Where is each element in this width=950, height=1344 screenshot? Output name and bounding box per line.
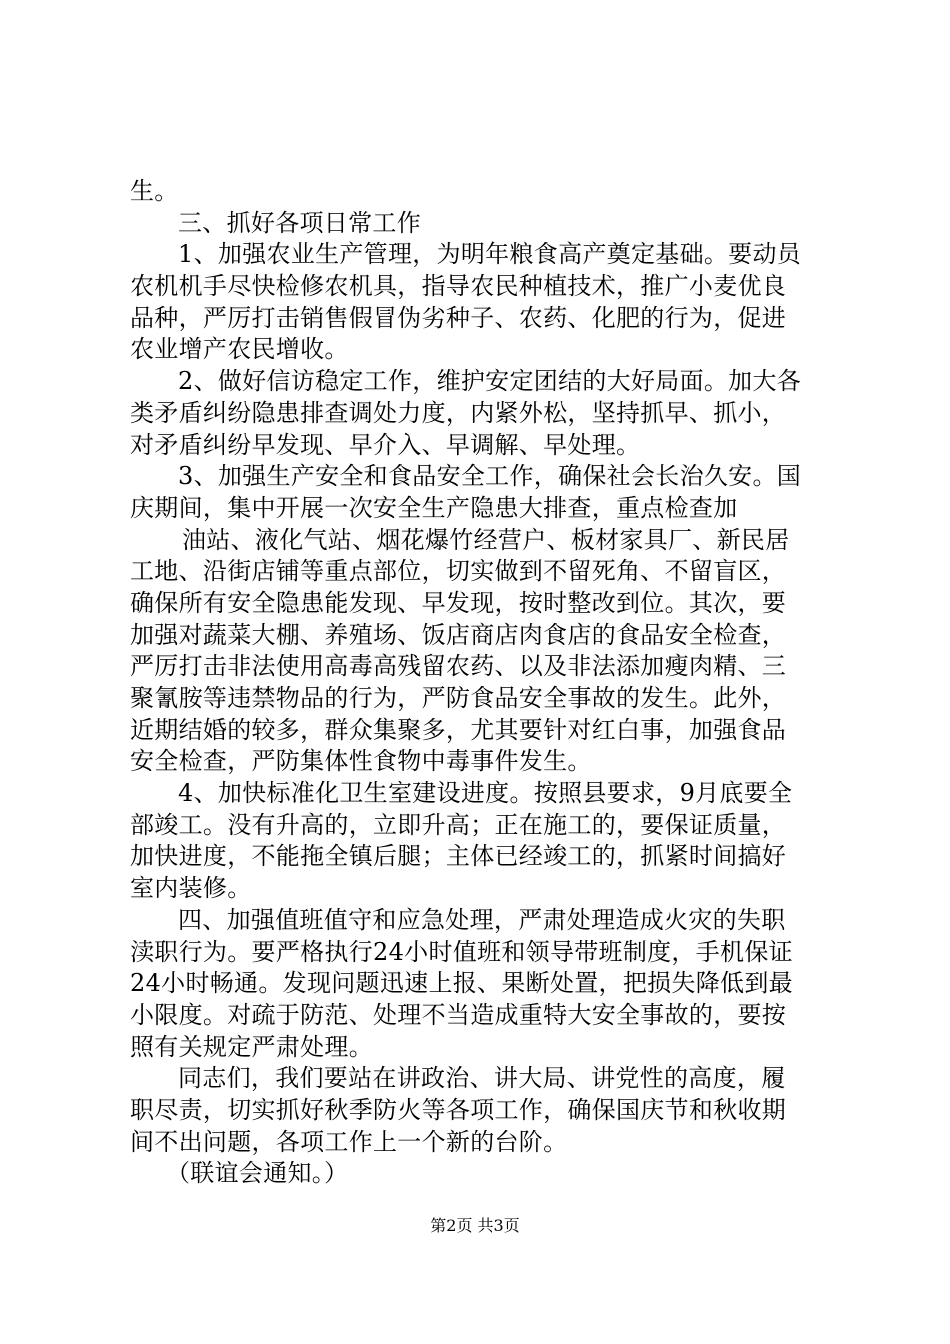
text-line: 小限度。对疏于防范、处理不当造成重特大安全事故的，要按 [130, 1000, 787, 1029]
text-line: 3、加强生产安全和食品安全工作，确保社会长治久安。国 [178, 462, 802, 491]
text-line: 间不出问题，各项工作上一个新的台阶。 [130, 1127, 568, 1156]
text-line: 同志们，我们要站在讲政治、讲大局、讲党性的高度，履 [178, 1064, 786, 1093]
text-line: 近期结婚的较多，群众集聚多，尤其要针对红白事，加强食品 [130, 715, 787, 744]
text-line: 24小时畅通。发现问题迅速上报、果断处置，把损失降低到最 [130, 969, 793, 998]
text-line: 严厉打击非法使用高毒高残留农药、以及非法添加瘦肉精、三 [130, 652, 787, 681]
text-line: 油站、液化气站、烟花爆竹经营户、板材家具厂、新民居 [182, 525, 790, 554]
section-heading: 四、加强值班值守和应急处理，严肃处理造成火灾的失职 [178, 905, 786, 934]
text-line: 确保所有安全隐患能发现、早发现，按时整改到位。其次，要 [130, 588, 787, 617]
text-line: 品种，严厉打击销售假冒伪劣种子、农药、化肥的行为，促进 [130, 303, 787, 332]
text-line: 庆期间，集中开展一次安全生产隐患大排查，重点检查加 [130, 493, 738, 522]
text-line: 职尽责，切实抓好秋季防火等各项工作，确保国庆节和秋收期 [130, 1095, 787, 1124]
section-heading: 三、抓好各项日常工作 [178, 208, 421, 237]
closing-note: （联谊会通知。） [166, 1159, 349, 1188]
text-line: 安全检查，严防集体性食物中毒事件发生。 [130, 747, 592, 776]
document-body [130, 176, 830, 1190]
text-line: 1、加强农业生产管理，为明年粮食高产奠定基础。要动员 [178, 240, 802, 269]
text-line: 加强对蔬菜大棚、养殖场、饭店商店肉食店的食品安全检查， [130, 620, 787, 649]
text-line: 照有关规定严肃处理。 [130, 1032, 373, 1061]
text-line: 对矛盾纠纷早发现、早介入、早调解、早处理。 [130, 430, 641, 459]
text-line: 类矛盾纠纷隐患排查调处力度，内紧外松，坚持抓早、抓小， [130, 398, 787, 427]
text-line: 农业增产农民增收。 [130, 335, 349, 364]
text-line: 4、加快标准化卫生室建设进度。按照县要求，9月底要全 [178, 779, 793, 808]
text-line: 部竣工。没有升高的，立即升高；正在施工的，要保证质量， [130, 810, 787, 839]
text-line: 2、做好信访稳定工作，维护安定团结的大好局面。加大各 [178, 367, 802, 396]
text-line: 农机机手尽快检修农机具，指导农民种植技术，推广小麦优良 [130, 272, 787, 301]
text-line: 室内装修。 [130, 874, 252, 903]
text-line: 工地、沿街店铺等重点部位，切实做到不留死角、不留盲区， [130, 557, 787, 586]
text-line: 生。 [130, 177, 179, 205]
text-line: 加快进度，不能拖全镇后腿；主体已经竣工的，抓紧时间搞好 [130, 842, 787, 871]
text-line: 聚氰胺等违禁物品的行为，严防食品安全事故的发生。此外， [130, 684, 787, 712]
page-footer: 第2页 共3页 [430, 1216, 520, 1235]
text-line: 渎职行为。要严格执行24小时值班和领导带班制度，手机保证 [130, 937, 793, 966]
